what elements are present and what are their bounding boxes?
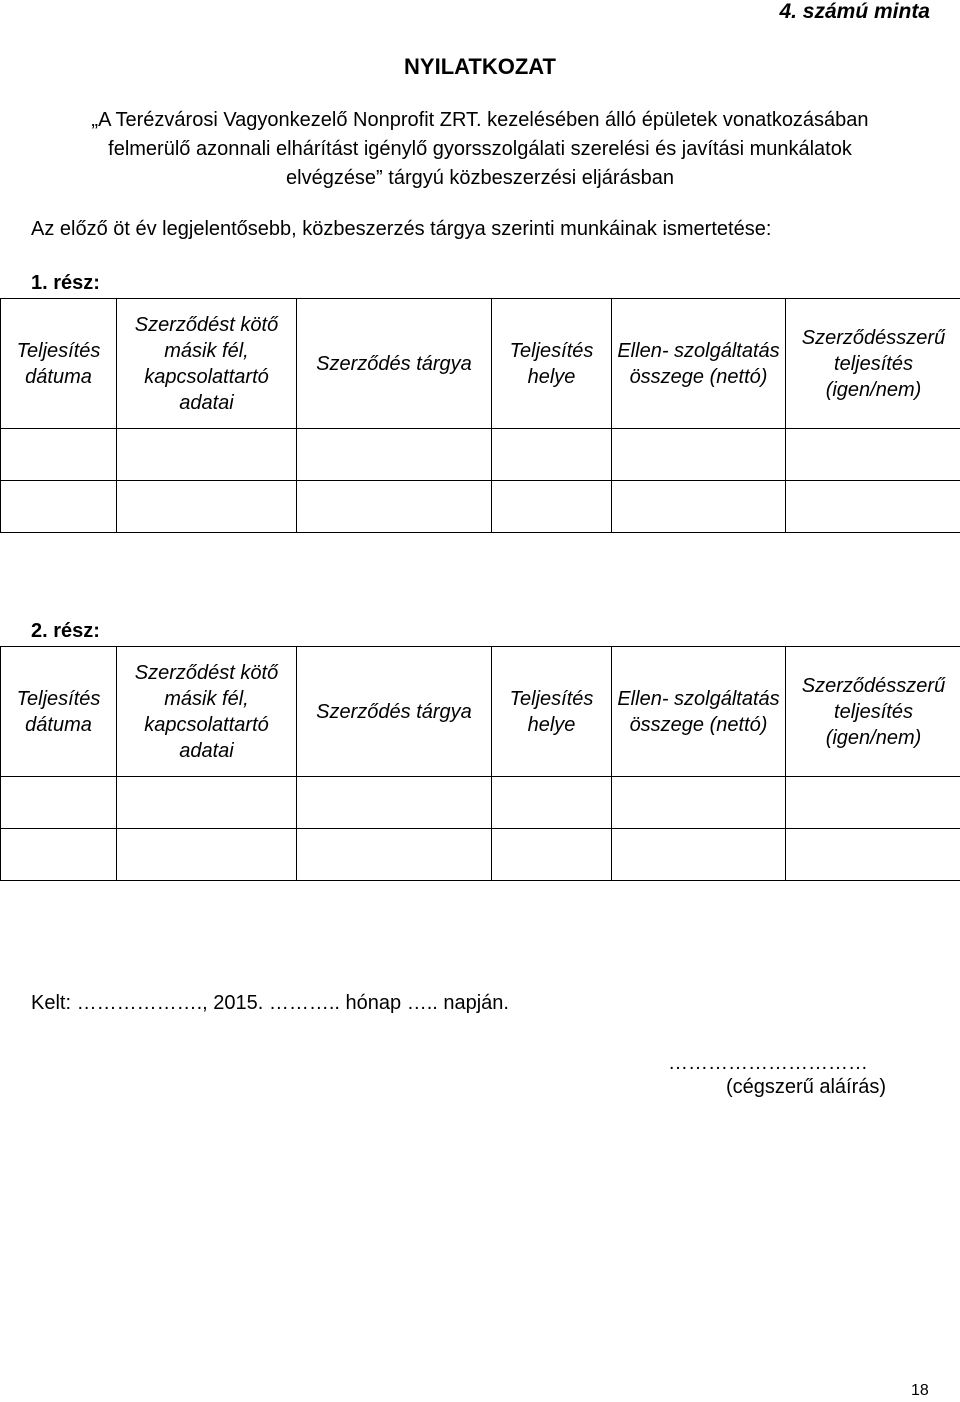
table-cell[interactable]: [612, 481, 786, 533]
column-header: Teljesítés dátuma: [1, 299, 117, 429]
document-title: NYILATKOZAT: [404, 54, 556, 79]
table-cell[interactable]: [1, 829, 117, 881]
table-cell[interactable]: [117, 481, 297, 533]
subject-line-3: elvégzése” tárgyú közbeszerzési eljárásban: [286, 167, 674, 189]
column-header: Szerződést kötő másik fél, kapcsolattartó adatai: [117, 299, 297, 429]
column-header: Teljesítés helye: [492, 299, 612, 429]
sample-label: 4. számú minta: [779, 0, 930, 23]
column-header: Szerződés tárgya: [297, 647, 492, 777]
column-header: Szerződésszerű teljesítés (igen/nem): [786, 299, 960, 429]
date-place-line: Kelt: ………………., 2015. ……….. hónap ….. napján.: [31, 992, 509, 1014]
column-header: Teljesítés helye: [492, 647, 612, 777]
table-cell[interactable]: [492, 481, 612, 533]
table-cell[interactable]: [1, 481, 117, 533]
table-cell[interactable]: [297, 829, 492, 881]
table-cell[interactable]: [612, 777, 786, 829]
table-cell[interactable]: [612, 429, 786, 481]
table-cell[interactable]: [1, 429, 117, 481]
column-header: Teljesítés dátuma: [1, 647, 117, 777]
table-header-row: [1, 647, 960, 777]
table-cell[interactable]: [492, 829, 612, 881]
table-cell[interactable]: [786, 829, 960, 881]
column-header: Ellen- szolgáltatás összege (nettó): [612, 647, 786, 777]
subject-text: [20, 106, 940, 193]
column-header: Ellen- szolgáltatás összege (nettó): [612, 299, 786, 429]
table-header-row: [1, 299, 960, 429]
table-cell[interactable]: [297, 777, 492, 829]
section-1-label: 1. rész:: [31, 272, 100, 294]
table-cell[interactable]: [117, 429, 297, 481]
signature-line: …………………………: [668, 1052, 868, 1074]
table-cell[interactable]: [786, 429, 960, 481]
column-header: Szerződés tárgya: [297, 299, 492, 429]
table-cell[interactable]: [1, 777, 117, 829]
column-header: Szerződést kötő másik fél, kapcsolattartó adatai: [117, 647, 297, 777]
table-cell[interactable]: [786, 481, 960, 533]
table-cell[interactable]: [117, 777, 297, 829]
table-cell[interactable]: [297, 429, 492, 481]
section-2-table: [0, 646, 960, 881]
table-cell[interactable]: [786, 777, 960, 829]
table-cell[interactable]: [297, 481, 492, 533]
intro-text: Az előző öt év legjelentősebb, közbeszerzés tárgya szerinti munkáinak ismertetése:: [31, 218, 772, 240]
page-number: 18: [911, 1382, 929, 1399]
section-1-table: [0, 298, 960, 533]
table-row: [1, 777, 960, 829]
section-2-label: 2. rész:: [31, 620, 100, 642]
signature-caption: (cégszerű aláírás): [726, 1076, 887, 1098]
column-header: Szerződésszerű teljesítés (igen/nem): [786, 647, 960, 777]
subject-line-2: felmerülő azonnali elhárítást igénylő gyorsszolgálati szerelési és javítási munkálatok: [108, 138, 852, 160]
table-cell[interactable]: [492, 429, 612, 481]
table-cell[interactable]: [492, 777, 612, 829]
table-row: [1, 481, 960, 533]
table-row: [1, 429, 960, 481]
table-row: [1, 829, 960, 881]
table-cell[interactable]: [117, 829, 297, 881]
subject-line-1: „A Terézvárosi Vagyonkezelő Nonprofit ZRT. kezelésében álló épületek vonatkozásában: [91, 109, 869, 131]
table-cell[interactable]: [612, 829, 786, 881]
